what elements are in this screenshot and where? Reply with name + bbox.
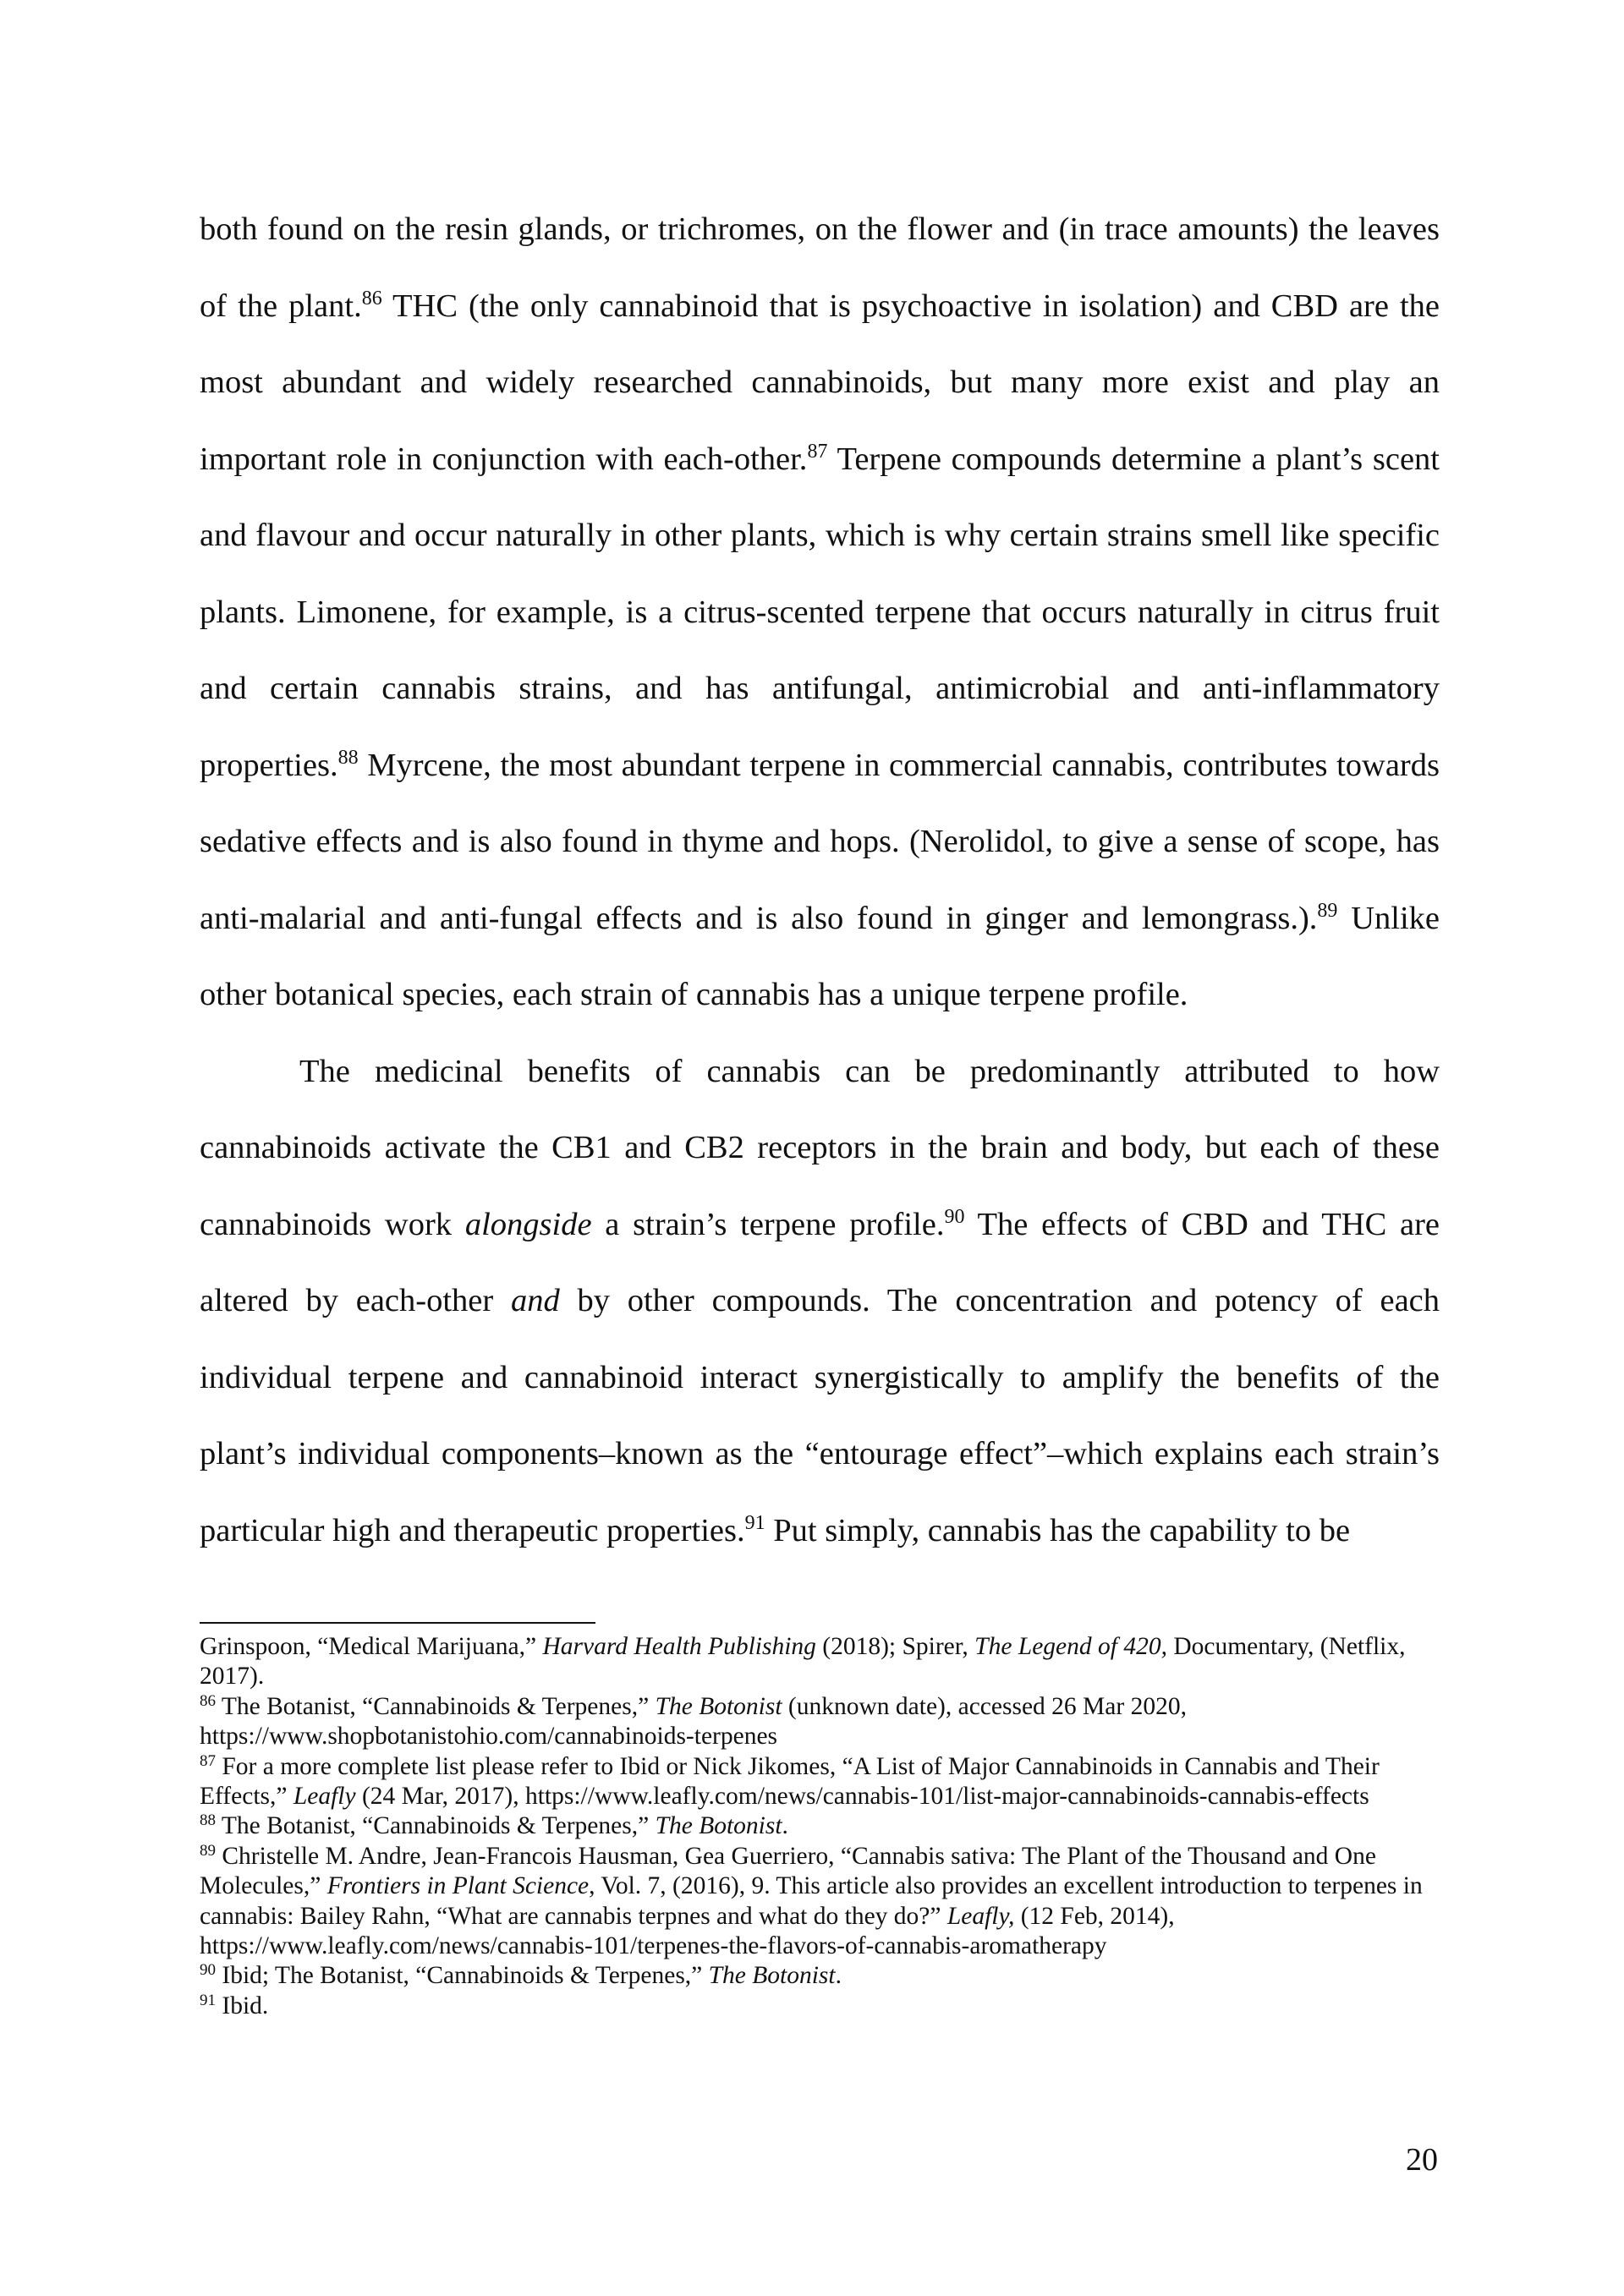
footnote-89 <box>200 1842 1443 1962</box>
footnote-number: 87 <box>200 1751 216 1770</box>
footnote-number: 89 <box>200 1841 216 1860</box>
text-run: . <box>835 1962 842 1990</box>
paragraph-entourage-effect <box>200 1033 1440 1570</box>
body-text <box>200 191 1440 1569</box>
text-run: a strain’s terpene profile. <box>591 1206 945 1242</box>
footnote-88 <box>200 1811 1443 1841</box>
footnote-ref-88: 88 <box>337 746 359 769</box>
text-run: The medicinal benefits of cannabis can be predominantly attributed to how cannabinoids activate the CB1 and CB2 receptors in the brain and body, but each of these cannabinoids work <box>200 1053 1440 1242</box>
text-run: Ibid; The Botanist, “Cannabinoids & Terpenes,” <box>216 1962 709 1990</box>
footnote-number: 86 <box>200 1691 216 1710</box>
text-run: by other compounds. The concentration and potency of each individual terpene and cannabinoid interact synergistically to amplify the benefits of the plant’s individual components–known as the “entourage effect”–which explains each strain’s particular high and therapeutic properties. <box>200 1283 1440 1548</box>
text-run: The effects of CBD and THC are altered by each-other <box>200 1206 1440 1318</box>
footnote-number: 91 <box>200 1991 216 2009</box>
footnote-ref-86: 86 <box>361 287 382 310</box>
text-run: Myrcene, the most abundant terpene in commercial cannabis, contributes towards sedative effects and is also found in thyme and hops. (Nerolidol, to give a sense of scope, has anti-malarial and anti-fungal effects and is also found in ginger and lemongrass.). <box>200 747 1440 936</box>
text-run: (12 Feb, 2014), https://www.leafly.com/news/cannabis-101/terpenes-the-flavors-of-cannabis-aromatherapy <box>200 1902 1175 1960</box>
text-run: Christelle M. Andre, Jean-Francois Hausman, Gea Guerriero, “Cannabis sativa: The Plant of the Thousand and One Molecules,” <box>200 1842 1376 1900</box>
emphasis-text: alongside <box>464 1206 592 1242</box>
emphasis-text: Leafly <box>293 1783 356 1811</box>
text-run: Documentary, (Netflix, 2017). <box>200 1633 1406 1690</box>
text-run: . <box>782 1812 788 1840</box>
text-run: (24 Mar, 2017), https://www.leafly.com/news/cannabis-101/list-major-cannabinoids-cannabis-effects <box>355 1783 1369 1811</box>
text-run: both found on the resin glands, or trichromes, on the flower and (in trace amounts) the leaves of the plant. <box>200 211 1440 324</box>
footnote-separator <box>200 1622 595 1624</box>
text-run: The Botanist, “Cannabinoids & Terpenes,” <box>216 1692 656 1720</box>
emphasis-text: The Botonist <box>708 1962 836 1990</box>
text-run: Terpene compounds determine a plant’s scent and flavour and occur naturally in other plants, which is why certain strains smell like specific plants. Limonene, for example, is a citrus-scented terpene that occurs naturally in citrus fruit and certain cannabis strains, and has antifungal, antimicrobial and anti-inflammatory properties. <box>200 441 1440 783</box>
emphasis-text: Harvard Health Publishing <box>542 1633 816 1660</box>
footnote-91 <box>200 1992 1443 2021</box>
footnote-continued <box>200 1632 1443 1692</box>
emphasis-text: Frontiers in Plant Science <box>326 1872 590 1900</box>
emphasis-text: Leafly, <box>946 1902 1015 1930</box>
footnote-number: 88 <box>200 1811 216 1830</box>
footnote-ref-91: 91 <box>744 1511 765 1534</box>
text-run: For a more complete list please refer to Ibid or Nick Jikomes, “A List of Major Cannabinoids in Cannabis and Their Effects,” <box>200 1752 1380 1811</box>
text-run: Unlike other botanical species, each strain of cannabis has a unique terpene profile. <box>200 900 1440 1012</box>
emphasis-text: The Botonist <box>655 1812 782 1840</box>
text-run: (2018); Spirer, <box>815 1633 975 1660</box>
footnote-86 <box>200 1692 1443 1752</box>
footnote-90 <box>200 1961 1443 1991</box>
footnotes <box>200 1632 1443 2021</box>
text-run: THC (the only cannabinoid that is psychoactive in isolation) and CBD are the most abundant and widely researched cannabinoids, but many more exist and play an important role in conjunction with each-other. <box>200 288 1440 477</box>
text-run: (unknown date), accessed 26 Mar 2020, https://www.shopbotanistohio.com/cannabinoids-terpenes <box>200 1692 1187 1751</box>
text-run: Put simply, cannabis has the capability to be <box>765 1512 1351 1548</box>
text-run: Grinspoon, “Medical Marijuana,” <box>200 1633 543 1660</box>
text-run: , Vol. 7, (2016), 9. This article also provides an excellent introduction to terpenes in cannabis: Bailey Rahn, “What are cannabis terpnes and what do they do?” <box>200 1872 1423 1930</box>
text-run: The Botanist, “Cannabinoids & Terpenes,” <box>216 1812 656 1840</box>
paragraph-terpenes <box>200 191 1440 1033</box>
footnote-number: 90 <box>200 1961 216 1980</box>
footnote-87 <box>200 1752 1443 1812</box>
page-number: 20 <box>1406 2142 1438 2178</box>
emphasis-text: and <box>510 1283 560 1318</box>
text-run: Ibid. <box>216 1992 269 2019</box>
footnote-ref-90: 90 <box>944 1205 965 1228</box>
emphasis-text: The Botonist <box>655 1692 782 1720</box>
footnote-ref-87: 87 <box>807 440 828 463</box>
emphasis-text: The Legend of 420, <box>974 1633 1167 1660</box>
footnote-ref-89: 89 <box>1317 899 1338 922</box>
